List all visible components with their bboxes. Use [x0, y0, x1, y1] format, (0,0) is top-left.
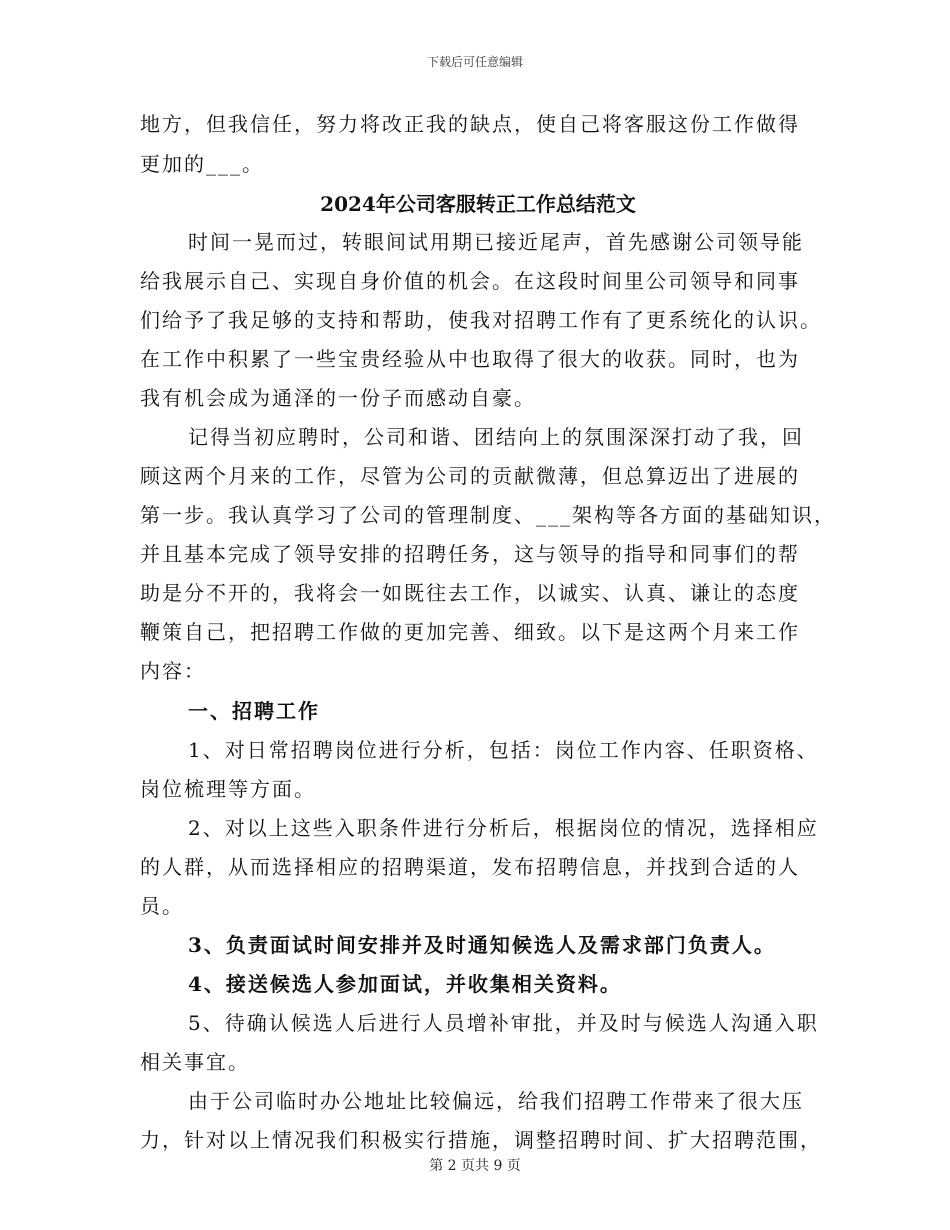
- body-line: 鞭策自己，把招聘工作做的更加完善、细致。以下是这两个月来工作: [140, 620, 800, 644]
- list-item: 2、对以上这些入职条件进行分析后，根据岗位的情况，选择相应: [188, 816, 819, 840]
- body-line: 地方，但我信任，努力将改正我的缺点，使自己将客服这份工作做得: [140, 112, 800, 136]
- body-line: 的人群，从而选择相应的招聘渠道，发布招聘信息，并找到合适的人: [140, 855, 800, 879]
- body-line: 时间一晃而过，转眼间试用期已接近尾声，首先感谢公司领导能: [188, 230, 804, 254]
- page-header: 下载后可任意编辑: [426, 55, 523, 69]
- body-line: 给我展示自己、实现自身价值的机会。在这段时间里公司领导和同事: [140, 269, 800, 293]
- list-item-bold: 4、接送候选人参加面试，并收集相关资料。: [188, 972, 622, 996]
- body-line: 员。: [140, 894, 184, 918]
- subheading: 一、招聘工作: [188, 699, 320, 723]
- body-line: 在工作中积累了一些宝贵经验从中也取得了很大的收获。同时，也为: [140, 347, 800, 371]
- list-item: 5、待确认候选人后进行人员增补审批，并及时与候选人沟通入职: [188, 1011, 819, 1035]
- body-line: 顾这两个月来的工作，尽管为公司的贡献微薄，但总算迈出了进展的: [140, 464, 800, 488]
- body-line: 由于公司临时办公地址比较偏远，给我们招聘工作带来了很大压: [188, 1089, 804, 1113]
- list-item-bold: 3、负责面试时间安排并及时通知候选人及需求部门负责人。: [188, 933, 776, 957]
- body-line: 岗位梳理等方面。: [140, 777, 316, 801]
- body-line: 并且基本完成了领导安排的招聘任务，这与领导的指导和同事们的帮: [140, 542, 800, 566]
- body-line: 我有机会成为通泽的一份子而感动自豪。: [140, 386, 536, 410]
- body-line: 们给予了我足够的支持和帮助，使我对招聘工作有了更系统化的认识。: [140, 308, 822, 332]
- list-item: 1、对日常招聘岗位进行分析，包括：岗位工作内容、任职资格、: [188, 738, 819, 762]
- body-line: 助是分不开的，我将会一如既往去工作，以诚实、认真、谦让的态度: [140, 581, 800, 605]
- body-line: 力，针对以上情况我们积极实行措施，调整招聘时间、扩大招聘范围，: [140, 1128, 822, 1152]
- body-line: 第一步。我认真学习了公司的管理制度、___架构等各方面的基础知识，: [140, 503, 836, 527]
- page-footer: 第 2 页共 9 页: [429, 1158, 521, 1174]
- body-line: 相关事宜。: [140, 1050, 250, 1074]
- body-line: 更加的___。: [140, 152, 264, 176]
- body-line: 记得当初应聘时，公司和谐、团结向上的氛围深深打动了我，回: [188, 425, 804, 449]
- body-line: 内容：: [140, 659, 206, 683]
- section-title: 2024年公司客服转正工作总结范文: [320, 192, 636, 216]
